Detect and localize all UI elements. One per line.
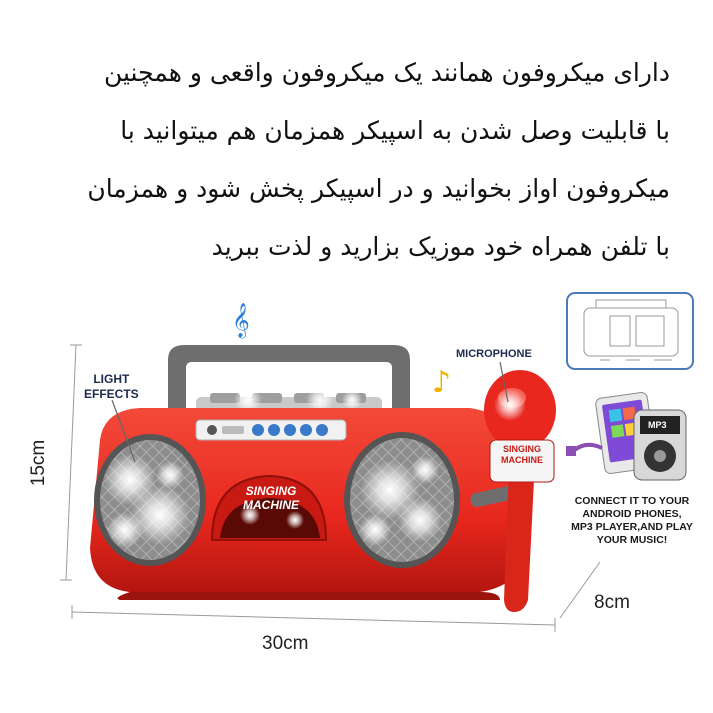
mic-logo-line: MACHINE xyxy=(501,455,543,465)
left-speaker xyxy=(94,434,206,566)
description-line: میکروفون اواز بخوانید و در اسپیکر پخش شود و همزمان xyxy=(87,174,670,203)
light-effects-label-line: LIGHT xyxy=(93,372,130,386)
right-speaker xyxy=(344,432,460,568)
audio-cable xyxy=(566,445,602,456)
connect-line: MP3 PLAYER,AND PLAY xyxy=(571,521,693,533)
connect-line: ANDROID PHONES, xyxy=(582,508,682,520)
mic-logo-text xyxy=(492,444,552,466)
svg-text:♪: ♪ xyxy=(432,365,452,400)
logo-line: SINGING xyxy=(245,484,297,498)
connect-instructions xyxy=(552,495,712,547)
control-panel xyxy=(196,420,346,440)
description-line: دارای میکروفون همانند یک میکروفون واقعی و همچنین xyxy=(103,58,670,87)
logo-text xyxy=(226,484,316,512)
microphone-label: MICROPHONE xyxy=(456,348,532,360)
connect-line: CONNECT IT TO YOUR xyxy=(574,495,690,507)
height-dimension-line xyxy=(60,345,82,580)
music-note-icon xyxy=(232,303,250,339)
music-note-icon xyxy=(432,365,451,400)
depth-dimension-label: 8cm xyxy=(594,592,630,613)
svg-text:𝄞: 𝄞 xyxy=(232,303,250,338)
description-line: با تلفن همراه خود موزیک بزارید و لذت ببرید xyxy=(211,232,670,261)
mp3-label: MP3 xyxy=(648,420,667,430)
logo-line: MACHINE xyxy=(243,498,299,512)
mic-logo-line: SINGING xyxy=(502,444,541,454)
description-line: با قابلیت وصل شدن به اسپیکر همزمان هم میتوانید با xyxy=(120,116,670,145)
light-effects-label xyxy=(84,372,139,402)
connect-line: YOUR MUSIC! xyxy=(596,534,668,546)
connection-diagram-inset xyxy=(567,293,693,369)
light-effects-label-line: EFFECTS xyxy=(84,387,139,401)
height-dimension-label: 15cm xyxy=(28,439,50,487)
width-dimension-line xyxy=(72,605,555,632)
width-dimension-label: 30cm xyxy=(262,633,309,654)
